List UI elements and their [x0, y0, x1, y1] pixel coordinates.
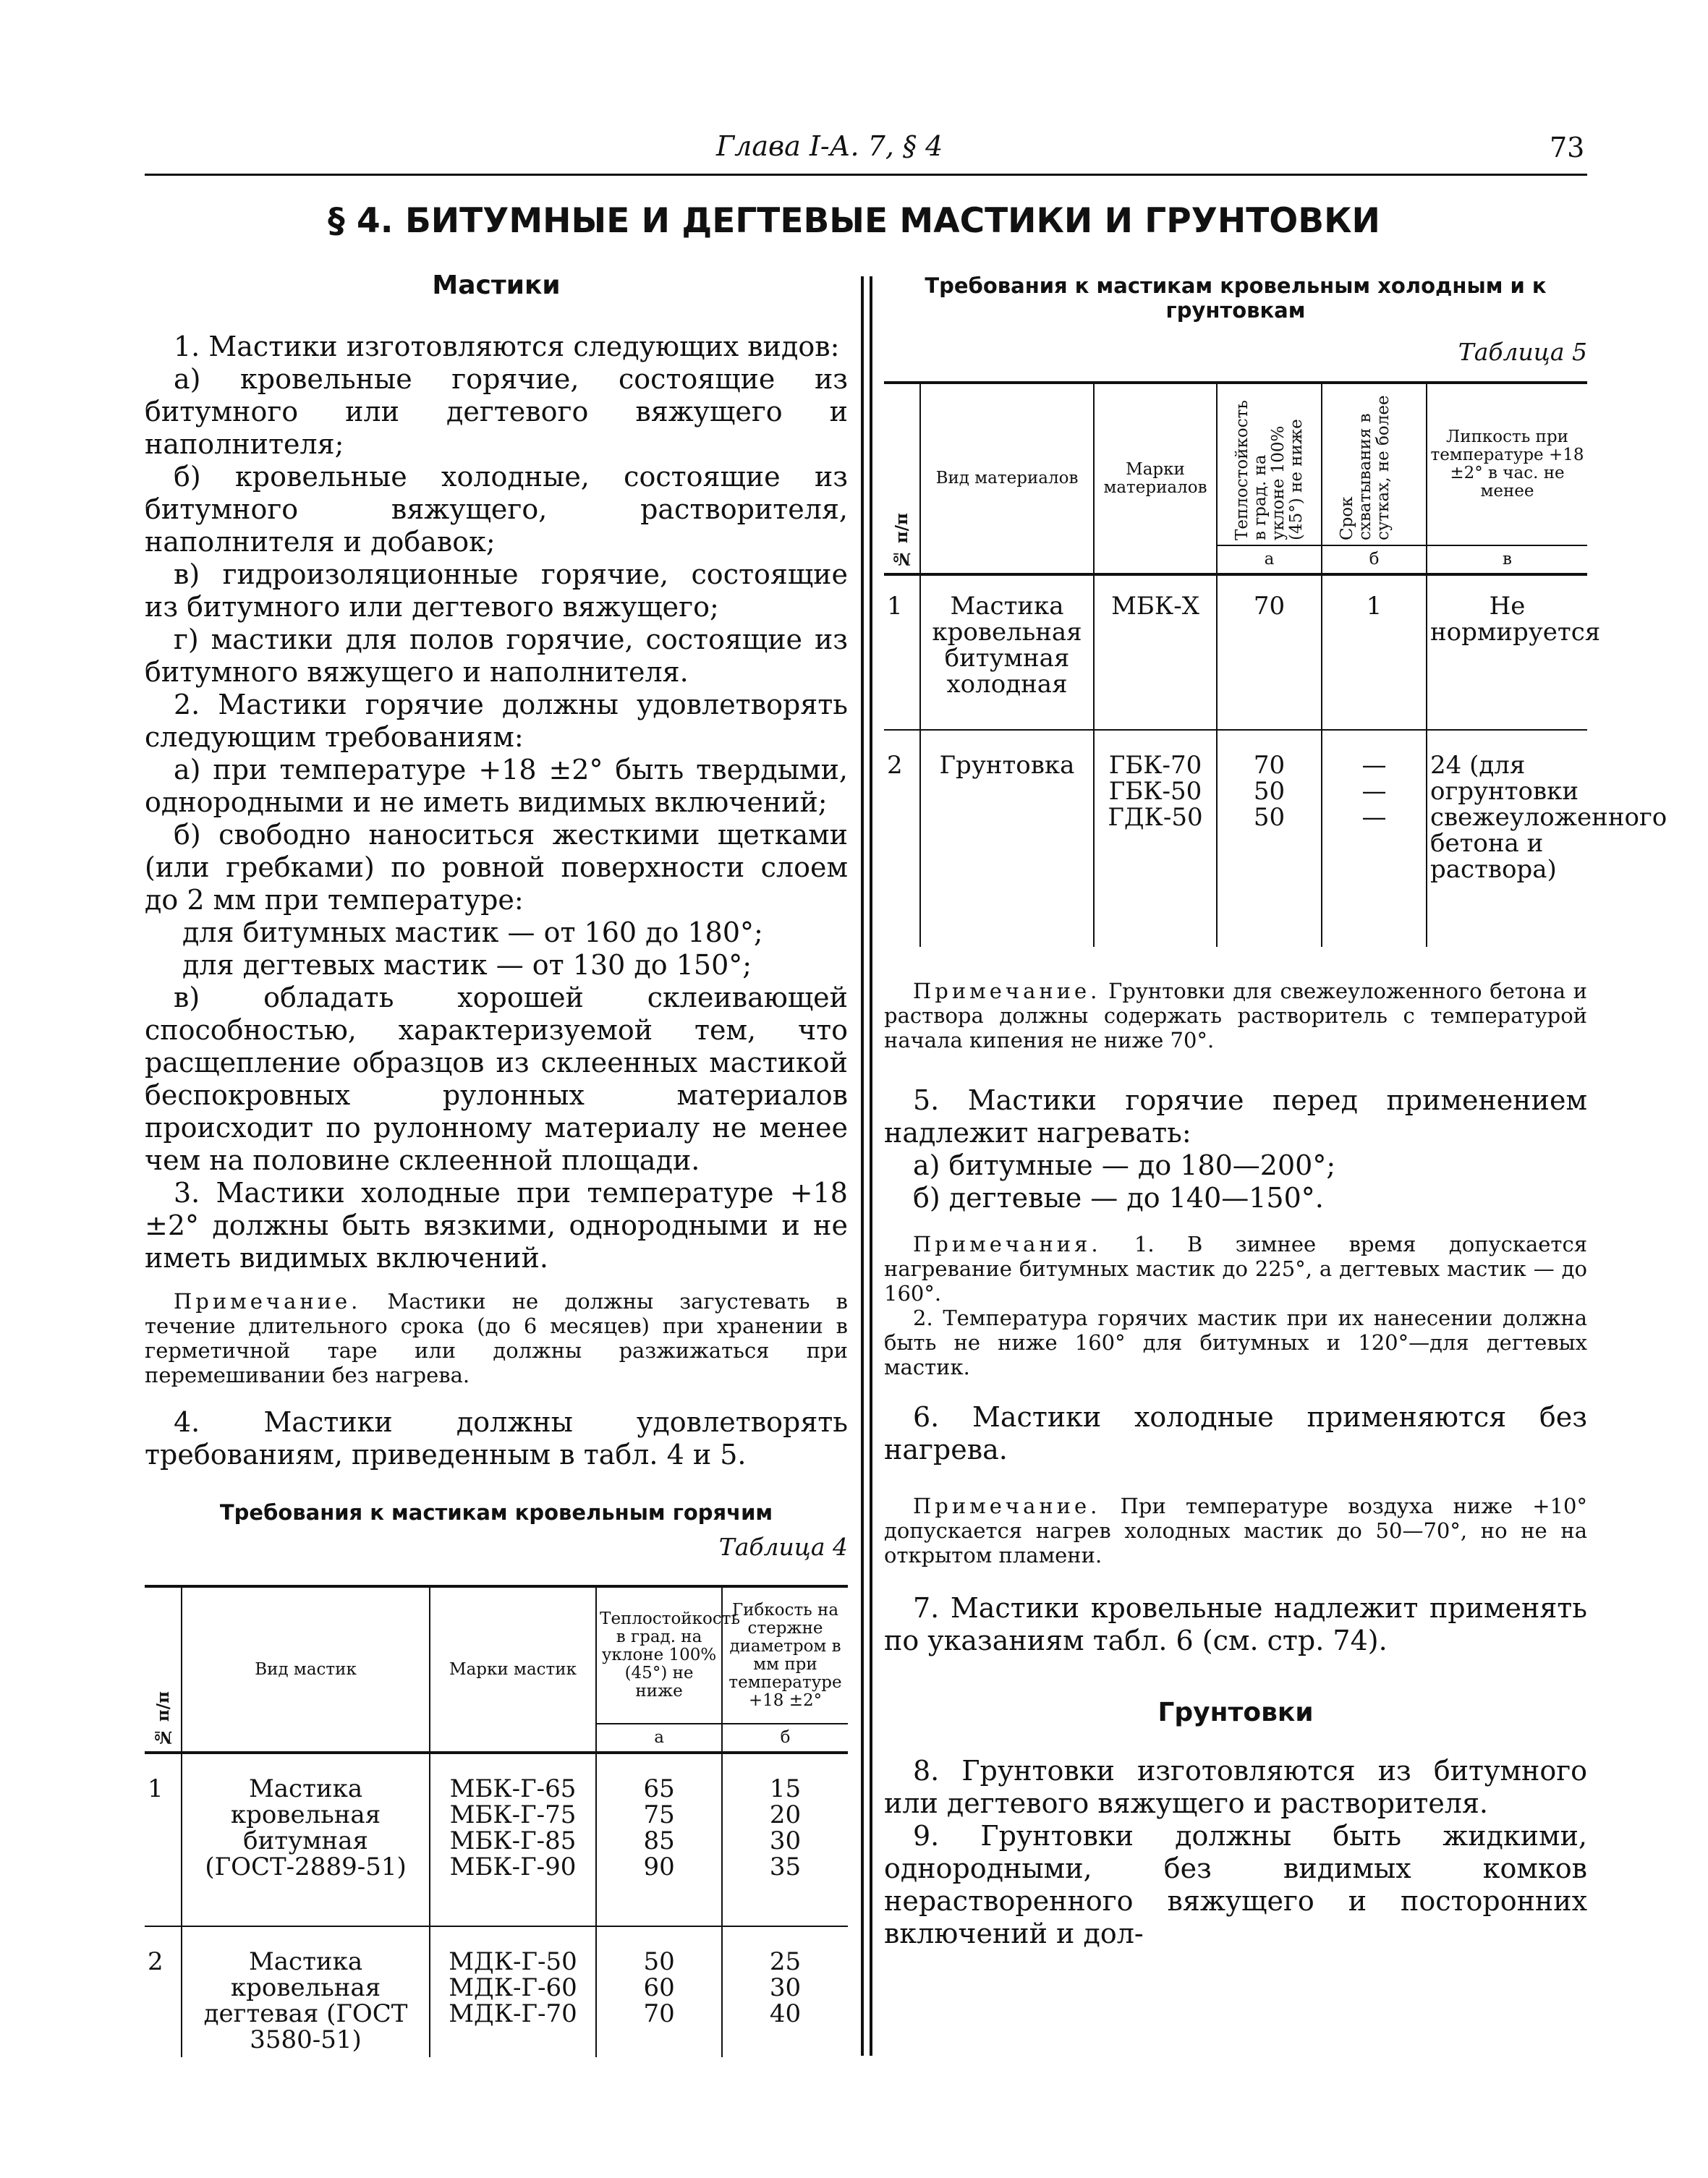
t4-r1-flex-val: 30	[769, 1826, 802, 1855]
t5-header-set: Срок схватывания в сутках, не более	[1337, 395, 1393, 540]
table-4	[145, 1585, 848, 2057]
t4-r2-flex-val: 25	[769, 1947, 802, 1976]
note-2-text: Грунтовки для свежеуложенного бетона и раствора должны содержать растворитель с температурой начала кипения не ниже 70°.	[884, 979, 1588, 1052]
t4-r1-marks	[430, 1753, 596, 1926]
t4-r2-marks	[430, 1926, 596, 2057]
paragraph-9: 9. Грунтовки должны быть жидкими, однородными, без видимых комков нерастворенного вяжущего и посторонних включений и дол-	[884, 1820, 1587, 1949]
t5-header-a: а	[1217, 545, 1322, 574]
paragraph-1: 1. Мастики изготовляются следующих видов:	[174, 331, 840, 362]
right-column	[884, 269, 1667, 1950]
paragraph-3: 3. Мастики холодные при температуре +18 ±2° должны быть вязкими, однородными и не иметь видимых включений.	[145, 1177, 848, 1274]
t4-r1-mark: МБК-Г-85	[449, 1826, 577, 1855]
t4-header-type: Вид мастик	[182, 1586, 430, 1753]
t4-r1-num: 1	[145, 1753, 182, 1926]
t4-header-b: б	[722, 1724, 848, 1753]
t4-r1-heat	[596, 1753, 722, 1926]
paragraph-2b1: для битумных мастик — от 160 до 180°;	[182, 916, 763, 948]
paragraph-5b: б) дегтевые — до 140—150°.	[913, 1182, 1324, 1214]
section-title: § 4. БИТУМНЫЕ И ДЕГТЕВЫЕ МАСТИКИ И ГРУНТОВКИ	[328, 201, 1380, 241]
t5-r2-set-val: —	[1361, 803, 1387, 832]
paragraph-2a: а) при температуре +18 ±2° быть твердыми, однородными и не иметь видимых включений;	[145, 754, 848, 818]
table-5	[884, 381, 1667, 947]
t5-r2-tack: 24 (для огрунтовки свежеуложенного бетона и раствора)	[1430, 751, 1667, 884]
t5-r1-set-val: 1	[1366, 592, 1382, 621]
paragraph-1c: в) гидроизоляционные горячие, состоящие из битумного или дегтевого вяжущего;	[145, 558, 848, 623]
t5-r2-type: Грунтовка	[920, 730, 1094, 947]
paragraph-2b: б) свободно наноситься жесткими щетками (или гребками) по ровной поверхности слоем до 2 мм при температуре:	[145, 819, 848, 916]
paragraph-5a: а) битумные — до 180—200°;	[913, 1149, 1336, 1181]
t4-header-a: а	[596, 1724, 722, 1753]
t5-r2-heat-val: 50	[1253, 803, 1286, 832]
t5-r2-heat	[1217, 730, 1322, 947]
t4-r1-mark: МБК-Г-75	[449, 1800, 577, 1829]
table-4-caption: Требования к мастикам кровельным горячим	[219, 1500, 773, 1525]
t4-header-flex: Гибкость на стержне диаметром в мм при температуре +18 ±2°	[728, 1600, 842, 1710]
t4-r1-heat-val: 85	[643, 1826, 675, 1855]
left-column	[145, 269, 848, 2057]
t4-r2-heat	[596, 1926, 722, 2057]
table-4-number: Таблица 4	[718, 1533, 848, 1561]
paragraph-8: 8. Грунтовки изготовляются из битумного или дегтевого вяжущего и растворителя.	[884, 1755, 1587, 1819]
t4-r1-mark: МБК-Г-65	[449, 1774, 577, 1803]
t5-r2-heat-val: 50	[1253, 777, 1286, 806]
t4-r1-flex-val: 35	[769, 1852, 802, 1881]
t4-r1-heat-val: 90	[643, 1852, 675, 1881]
paragraph-1a: а) кровельные горячие, состоящие из битумного или дегтевого вяжущего и наполнителя;	[145, 363, 848, 460]
t5-r1-marks	[1094, 574, 1217, 730]
paragraph-4: 4. Мастики должны удовлетворять требованиям, приведенным в табл. 4 и 5.	[145, 1406, 848, 1471]
t5-r1-mark: МБК-Х	[1111, 592, 1199, 621]
t5-r2-set	[1322, 730, 1427, 947]
t5-r2-mark: ГБК-50	[1108, 777, 1202, 806]
paragraph-2: 2. Мастики горячие должны удовлетворять следующим требованиям:	[145, 689, 848, 753]
t5-r1-heat-val: 70	[1253, 592, 1286, 621]
t4-r2-heat-val: 70	[643, 1999, 675, 2028]
t4-row-1	[145, 1753, 848, 1926]
t4-r2-heat-val: 60	[643, 1973, 675, 2002]
t5-r1-heat	[1217, 574, 1322, 730]
note-1-text: Мастики не должны загустевать в течение длительного срока (до 6 месяцев) при хранении в герметичной таре или должны разжижаться при перемешивании без нагрева.	[145, 1289, 849, 1387]
note-2-label: Примечание.	[913, 979, 1101, 1003]
note-3-item-2: 2. Температура горячих мастик при их нанесении должна быть не ниже 160° для битумных и 120°—для дегтевых мастик.	[884, 1306, 1587, 1379]
t5-r2-mark: ГДК-50	[1108, 803, 1203, 832]
note-4-label: Примечание.	[913, 1494, 1101, 1518]
t5-r2-marks	[1094, 730, 1217, 947]
t4-r2-flex	[722, 1926, 848, 2057]
note-3-item-1: 1. В зимнее время допускается нагревание битумных мастик до 225°, а дегтевых мастик — до 160°.	[884, 1232, 1587, 1306]
note-1-label: Примечание.	[174, 1289, 362, 1314]
t4-header-num: № п/п	[153, 1690, 173, 1747]
note-1	[145, 1289, 848, 1387]
note-3-label: Примечания.	[913, 1232, 1102, 1256]
t4-r2-num: 2	[145, 1926, 182, 2057]
t4-r2-flex-val: 40	[769, 1999, 802, 2028]
note-4-text: При температуре воздуха ниже +10° допускается нагрев холодных мастик до 50—70°, но не на открытом пламени.	[884, 1494, 1588, 1567]
t4-r2-flex-val: 30	[769, 1973, 802, 2002]
t5-header-b: б	[1322, 545, 1427, 574]
t5-header-tack: Липкость при температуре +18 ±2° в час. не менее	[1430, 427, 1584, 501]
paragraph-2c: в) обладать хорошей склеивающей способностью, характеризуемой тем, что расщепление образцов из склеенных мастикой беспокровных рулонных материалов происходит по рулонному материалу не менее чем на половине склеенной площади.	[145, 982, 848, 1176]
t4-r1-flex-val: 15	[769, 1774, 802, 1803]
header-rule	[145, 174, 1587, 176]
t5-header-num: № п/п	[892, 512, 912, 569]
t4-r2-heat-val: 50	[643, 1947, 675, 1976]
note-2	[884, 979, 1587, 1052]
t5-r2-set-val: —	[1361, 777, 1387, 806]
note-4	[884, 1494, 1587, 1567]
t5-header-c: в	[1427, 545, 1587, 574]
paragraph-1d: г) мастики для полов горячие, состоящие из битумного вяжущего и наполнителя.	[145, 624, 848, 688]
t5-r2-set-val: —	[1361, 751, 1387, 780]
t5-row-2	[884, 730, 1587, 947]
paragraph-2b2: для дегтевых мастик — от 130 до 150°;	[182, 949, 752, 981]
t5-r1-tack: Не нормируется	[1430, 592, 1601, 647]
table-5-number: Таблица 5	[1458, 338, 1587, 366]
t4-r1-flex	[722, 1753, 848, 1926]
t4-row-2	[145, 1926, 848, 2057]
page-number: 73	[1550, 132, 1585, 163]
t5-r1-type: Мастика кровельная битумная холодная	[920, 574, 1094, 730]
subtitle-mastics: Мастики	[432, 271, 561, 300]
t4-r2-mark: МДК-Г-60	[449, 1973, 577, 2002]
t5-header-heat: Теплостойкость в град. на уклоне 100% (45°) не ниже	[1232, 400, 1306, 540]
t4-r1-flex-val: 20	[769, 1800, 802, 1829]
t5-r2-mark: ГБК-70	[1108, 751, 1202, 780]
t4-header-marks: Марки мастик	[430, 1586, 596, 1753]
t5-r2-num: 2	[884, 730, 920, 947]
t5-r2-heat-val: 70	[1253, 751, 1286, 780]
t5-r1-set	[1322, 574, 1427, 730]
column-divider	[861, 276, 872, 2056]
paragraph-6: 6. Мастики холодные применяются без нагрева.	[884, 1401, 1587, 1466]
t5-r1-num: 1	[884, 574, 920, 730]
t4-r1-heat-val: 75	[643, 1800, 675, 1829]
t4-r2-mark: МДК-Г-50	[449, 1947, 577, 1976]
t4-r1-mark: МБК-Г-90	[449, 1852, 577, 1881]
t4-r2-mark: МДК-Г-70	[449, 1999, 577, 2028]
note-3	[884, 1232, 1587, 1306]
running-header: Глава I-А. 7, § 4	[716, 130, 943, 162]
t5-row-1	[884, 574, 1587, 730]
paragraph-5: 5. Мастики горячие перед применением надлежит нагревать:	[884, 1084, 1587, 1149]
t4-r1-type: Мастика кровельная битумная (ГОСТ-2889-51)	[182, 1753, 430, 1926]
table-5-caption: Требования к мастикам кровельным холодным и к грунтовкам	[925, 273, 1547, 323]
t5-header-marks: Марки материалов	[1094, 383, 1217, 574]
t4-r2-type: Мастика кровельная дегтевая (ГОСТ 3580-51)	[182, 1926, 430, 2057]
paragraph-7: 7. Мастики кровельные надлежит применять по указаниям табл. 6 (см. стр. 74).	[884, 1592, 1587, 1656]
t4-header-heat: Теплостойкость в град. на уклоне 100% (45°) не ниже	[596, 1586, 722, 1724]
t4-r1-heat-val: 65	[643, 1774, 675, 1803]
paragraph-1b: б) кровельные холодные, состоящие из битумного вяжущего, растворителя, наполнителя и добавок;	[145, 461, 848, 558]
t5-header-type: Вид материалов	[920, 383, 1094, 574]
subtitle-primers: Грунтовки	[1157, 1698, 1314, 1727]
